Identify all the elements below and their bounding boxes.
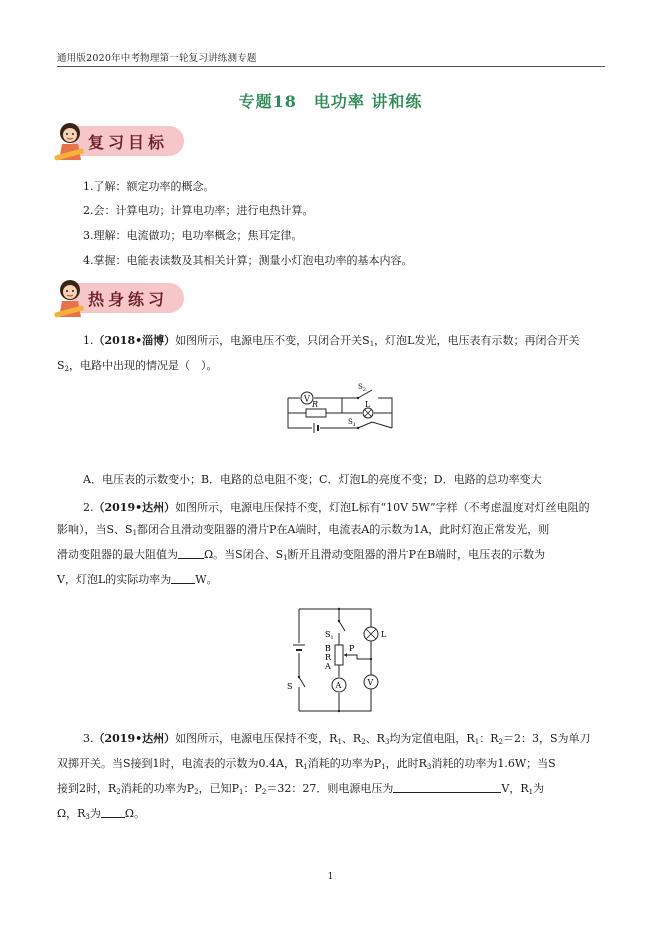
switch-s1-icon: [358, 422, 372, 428]
question-text: 、R: [365, 732, 385, 745]
girl-mascot-icon: [50, 118, 90, 164]
subscript: 2: [194, 788, 199, 796]
answer-blank[interactable]: [178, 547, 204, 559]
question-text: 都闭合且滑动变阻器的滑片P在A端时，电流表A的示数为1A，此时灯泡正常发光，则: [137, 523, 550, 536]
resistor-icon: [306, 409, 326, 417]
question-text: ，已知P: [198, 782, 240, 795]
rheostat-end-b-label: B: [325, 644, 331, 653]
question-text: V，R: [501, 782, 529, 795]
question-1-options: A．电压表的示数变小；B．电路的总电阻不变；C．灯泡L的亮度不变；D．电路的总功率变大: [83, 473, 542, 486]
subscript: 1: [474, 738, 480, 746]
question-text: 滑动变阻器的最大阻值为: [57, 548, 178, 561]
question-text: W。: [195, 573, 218, 586]
section-heading-label: 复习目标: [88, 133, 169, 152]
question-text: 为: [533, 782, 545, 795]
answer-blank[interactable]: [393, 781, 501, 793]
goal-item-1: 1.了解：额定功率的概念。: [83, 180, 215, 193]
slider-p-label: P: [349, 644, 355, 653]
question-source: （2019•达州）: [93, 732, 176, 745]
question-number: 2.: [83, 501, 94, 514]
question-text: Ω。: [124, 807, 145, 820]
ammeter-label: A: [335, 681, 342, 690]
subscript: 2: [64, 365, 70, 373]
question-text: Ω，R: [57, 807, 86, 820]
page-title: 专题18 电功率 讲和练: [238, 92, 423, 111]
question-text: 影响），当S、S: [57, 523, 133, 536]
subscript: 1: [132, 529, 138, 537]
switch-s1-icon: [339, 621, 345, 631]
question-1: [57, 330, 605, 380]
question-text: 如图所示，电源电压保持不变，灯泡L标有“10V 5W”字样（不考虑温度对灯丝电阻的: [175, 501, 590, 514]
question-text: ：R: [479, 732, 499, 745]
goal-item-3: 3.理解：电流做功；电功率概念；焦耳定律。: [83, 229, 303, 242]
switch-s-icon: [299, 677, 305, 687]
subscript: 1: [381, 763, 386, 771]
question-text: 、R: [341, 732, 362, 745]
question-text: ，电路中出现的情况是（ ）。: [69, 359, 218, 372]
question-text: 如图所示，电源电压不变，只闭合开关S: [175, 334, 370, 347]
rheostat-icon: [335, 645, 343, 665]
subscript: 1: [337, 738, 342, 746]
question-text: 消耗的功率为P: [307, 757, 382, 770]
subscript: 1: [528, 788, 534, 796]
question-text: S: [57, 359, 65, 372]
subscript: 1: [303, 763, 308, 771]
question-text: Ω。当S闭合、S: [204, 548, 284, 561]
question-text: ＝32：27．则电源电压为: [266, 782, 394, 795]
section-heading-review-goals: [50, 118, 185, 164]
question-text: 均为定值电阻，R: [389, 732, 475, 745]
switch-s1-label: $S_1$: [325, 630, 334, 641]
page-number: 1: [327, 872, 334, 882]
question-text: ，此时R: [385, 757, 427, 770]
subscript: 3: [384, 738, 390, 746]
rheostat-label: R: [325, 653, 332, 662]
question-text: 接到2时，R: [57, 782, 117, 795]
subscript: 2: [261, 788, 267, 796]
goal-item-2: 2.会：计算电功；计算电功率；进行电热计算。: [83, 204, 314, 217]
subscript: 3: [426, 763, 432, 771]
question-text: ：P: [243, 782, 262, 795]
subscript: 1: [283, 554, 288, 562]
voltmeter-label: V: [304, 394, 310, 404]
question-number: 3.: [83, 732, 94, 745]
question-number: 1.: [83, 334, 94, 347]
question-text: V，灯泡L的实际功率为: [57, 573, 172, 586]
resistor-label: R: [312, 400, 319, 409]
switch-s1-label: $S_1$: [348, 418, 356, 428]
question-2: [57, 497, 605, 591]
switch-s2-label: $S_2$: [358, 383, 366, 393]
question-source: （2018•淄博）: [93, 334, 176, 347]
lamp-label: L: [365, 400, 371, 409]
subscript: 2: [116, 788, 121, 796]
subscript: 1: [239, 788, 244, 796]
question-text: 断开且滑动变阻器的滑片P在B端时，电压表的示数为: [287, 548, 546, 561]
question-3: [57, 728, 605, 828]
lamp-label: L: [381, 630, 387, 639]
girl-mascot-icon: [50, 275, 90, 321]
question-text: ，灯泡L发光，电压表有示数；再闭合开关: [374, 334, 580, 347]
question-text: 消耗的功率为P: [120, 782, 195, 795]
question-text: ＝2：3，S为单刀: [502, 732, 591, 745]
section-heading-warmup: [50, 275, 185, 321]
subscript: 1: [369, 340, 375, 348]
subscript: 2: [361, 738, 366, 746]
question-text: 消耗的功率为1.6W；当S: [431, 757, 556, 770]
header-divider: [57, 66, 605, 67]
subscript: 2: [498, 738, 503, 746]
question-text: 如图所示，电源电压保持不变，R: [175, 732, 338, 745]
section-heading-label: 热身练习: [88, 290, 169, 309]
question-text: 双掷开关。当S接到1时，电流表的示数为0.4A，R: [57, 757, 304, 770]
subscript: 3: [85, 813, 90, 821]
running-header: 通用版2020年中考物理第一轮复习讲练测专题: [57, 53, 257, 64]
answer-blank[interactable]: [171, 572, 195, 584]
voltmeter-label: V: [367, 678, 374, 687]
circuit-diagram-q2: [283, 605, 388, 717]
question-source: （2019•达州）: [93, 501, 176, 514]
switch-s-label: S: [287, 682, 293, 691]
answer-blank[interactable]: [101, 806, 125, 818]
rheostat-end-a-label: A: [325, 662, 331, 671]
circuit-diagram-q1: [280, 382, 400, 440]
goal-item-4: 4.掌握：电能表读数及其相关计算；测量小灯泡电功率的基本内容。: [83, 254, 413, 267]
question-text: 为: [89, 807, 101, 820]
